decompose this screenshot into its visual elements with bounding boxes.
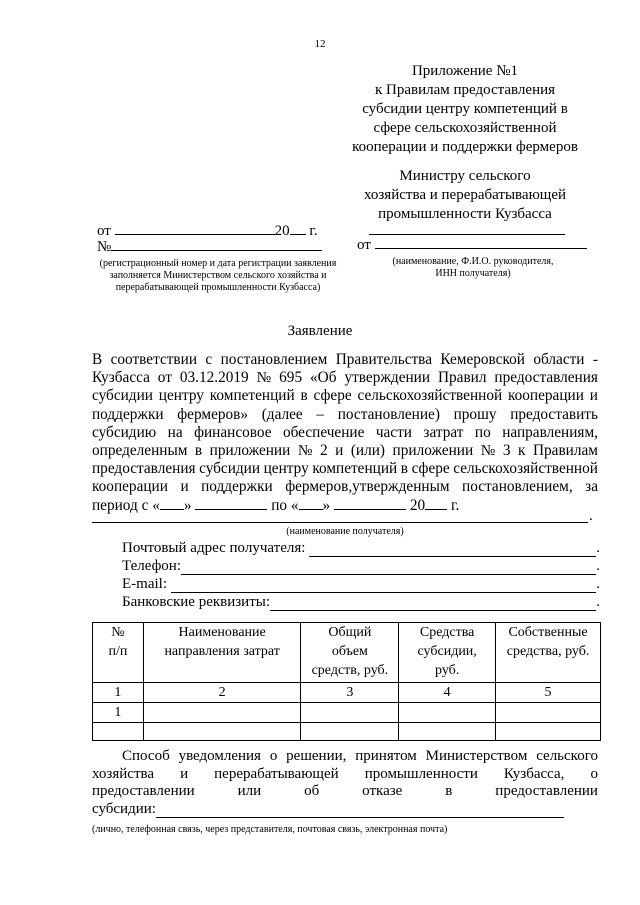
appendix-line: Приложение №1 <box>411 63 519 79</box>
registration-number-line <box>97 238 322 256</box>
table-cell[interactable] <box>399 723 496 741</box>
word: на <box>167 423 183 441</box>
period-year-prefix: 20 <box>409 496 426 514</box>
table-row-empty <box>93 723 601 741</box>
word: перерабатывающей <box>214 765 339 782</box>
email-field[interactable] <box>171 575 596 593</box>
word: с <box>205 351 213 368</box>
word: предоставить <box>510 405 598 423</box>
table-header-row <box>93 623 601 683</box>
word: Правил <box>437 369 487 387</box>
word: соответствии <box>110 351 198 368</box>
header-text: направления затрат <box>164 644 280 659</box>
word: за <box>585 478 598 496</box>
word: об <box>304 783 320 799</box>
email-label: E-mail: <box>122 576 167 592</box>
period-year-suffix: г. <box>450 496 460 514</box>
paragraph-line <box>92 387 598 405</box>
word: поддержки <box>201 478 273 496</box>
header-text: субсидии, <box>417 644 477 659</box>
reg-number-label: № <box>97 239 112 255</box>
period-to-month-field[interactable] <box>334 509 406 510</box>
word: приложении <box>209 442 291 460</box>
word: – <box>316 405 325 423</box>
bank-field[interactable] <box>270 593 596 611</box>
table-cell[interactable] <box>143 723 301 741</box>
word: постановлением, <box>462 478 573 496</box>
word: сфере <box>313 387 352 405</box>
postal-label: Почтовый адрес получателя: <box>122 540 306 556</box>
table-cell[interactable] <box>301 723 399 741</box>
paragraph-line <box>92 424 598 442</box>
period-close-quote: » <box>183 496 192 514</box>
notify-line <box>92 748 598 766</box>
word: обеспечение <box>282 423 365 441</box>
word: 03.12.2019 <box>179 369 249 387</box>
word: прошу <box>453 405 497 423</box>
word: принятом <box>355 748 417 764</box>
word: части <box>375 423 412 441</box>
table-cell[interactable] <box>496 723 601 741</box>
word: Министерством <box>425 748 528 764</box>
table-cell[interactable] <box>399 703 496 723</box>
reg-from-label: от <box>97 223 111 239</box>
word: центру <box>263 460 309 478</box>
phone-field[interactable] <box>181 557 596 575</box>
email-line <box>122 575 600 593</box>
word: и <box>335 442 344 460</box>
word: предоставлении <box>495 783 598 799</box>
appendix-header <box>330 62 600 157</box>
word: № <box>256 369 272 387</box>
word: сельскохозяйственной <box>357 387 503 405</box>
word: от <box>157 369 172 387</box>
word: 3 <box>502 442 511 460</box>
table-cell: 1 <box>93 683 144 703</box>
table-cell: 2 <box>143 683 301 703</box>
appendix-line: субсидии центру компетенций в <box>362 101 568 117</box>
period-from-month-field[interactable] <box>195 509 267 510</box>
word: финансовое <box>194 423 272 441</box>
bank-label: Банковские реквизиты: <box>122 594 271 610</box>
header-text: п/п <box>108 644 128 659</box>
word: области <box>533 351 585 368</box>
appendix-line: сфере сельскохозяйственной <box>373 120 557 136</box>
word: к <box>518 442 526 460</box>
word: приложении <box>392 442 474 460</box>
postal-field[interactable] <box>309 539 596 557</box>
word: постановлением <box>220 351 328 368</box>
word: «Об <box>310 369 337 387</box>
addressee-line: промышленности Кузбасса <box>378 206 552 222</box>
word: о <box>590 765 598 782</box>
word: решении, <box>286 748 347 764</box>
word: компетенций <box>312 460 398 478</box>
word: центру <box>158 387 204 405</box>
table-cell[interactable] <box>301 703 399 723</box>
reg-date-field[interactable] <box>115 234 275 235</box>
word: сфере <box>411 460 450 478</box>
word: Способ <box>122 748 170 764</box>
word: В <box>92 351 103 368</box>
header-text: Наименование <box>178 625 266 640</box>
word: сельского <box>536 748 598 764</box>
word: о <box>269 748 278 764</box>
paragraph-line <box>92 460 598 478</box>
word: кооперации <box>507 387 584 405</box>
word: по <box>474 423 491 441</box>
word: Правительства <box>335 351 432 368</box>
recipient-name-field[interactable] <box>92 522 588 523</box>
word: 695 <box>279 369 303 387</box>
word: субсидии <box>199 460 261 478</box>
sender-note <box>357 256 589 280</box>
header-text: объем <box>331 644 368 659</box>
paragraph-line <box>92 406 598 424</box>
sender-line <box>357 236 587 254</box>
appendix-line: к Правилам предоставления <box>374 82 556 98</box>
header-cell-total <box>301 623 399 683</box>
bank-line <box>122 593 600 611</box>
header-text: Собственные <box>508 625 588 640</box>
dot: . <box>596 594 600 610</box>
header-text: Средства <box>419 625 475 640</box>
addressee <box>330 167 600 224</box>
word: предоставлении <box>92 783 195 799</box>
word: кооперации <box>92 478 168 496</box>
notify-method-field[interactable] <box>156 801 564 819</box>
page-number: 12 <box>314 38 326 50</box>
table-cell: 4 <box>399 683 496 703</box>
word: Кузбасса <box>92 369 150 387</box>
reg-year-prefix: 20 <box>274 223 290 239</box>
recipient-note: (наименование получателя) <box>286 526 404 537</box>
reg-year-suffix: г. <box>309 223 318 239</box>
sender-note-line: (наименование, Ф.И.О. руководителя, <box>392 256 554 267</box>
table-cell[interactable] <box>93 723 144 741</box>
header-cell-direction <box>143 623 301 683</box>
period-from-day-field[interactable] <box>160 509 184 510</box>
word: предоставления <box>494 369 598 387</box>
document-title: Заявление <box>287 323 353 339</box>
registration-note: (регистрационный номер и дата регистрации заявления заполняется Министерством сельского хозяйства и перерабатывающей промышленности Кузбасса) <box>99 258 337 293</box>
reg-number-field[interactable] <box>111 250 322 251</box>
word: в <box>300 387 308 405</box>
postal-line <box>122 539 600 557</box>
table-cell[interactable] <box>496 703 601 723</box>
table-cell: 3 <box>301 683 399 703</box>
paragraph-line <box>92 442 598 460</box>
header-text: Общий <box>328 625 372 640</box>
word: уведомления <box>178 748 261 764</box>
word: постановление) <box>337 405 440 423</box>
phone-label: Телефон: <box>122 558 181 574</box>
addressee-blank-line[interactable] <box>369 234 565 235</box>
recipient-dot: . <box>589 508 593 524</box>
header-cell-subsidy <box>399 623 496 683</box>
word: Правилам <box>532 442 598 460</box>
addressee-line: хозяйства и перерабатывающей <box>363 187 567 203</box>
period-line <box>92 497 598 515</box>
period-close-quote-2: » <box>322 496 331 514</box>
word: 2 <box>319 442 328 460</box>
paragraph-line <box>92 369 598 387</box>
phone-line <box>122 557 600 575</box>
word: № <box>297 442 313 460</box>
header-cell-number <box>93 623 144 683</box>
application-paragraph <box>92 351 598 515</box>
dot: . <box>596 540 600 556</box>
reg-year-field[interactable] <box>290 234 306 235</box>
paragraph-line <box>92 478 598 496</box>
word: (или) <box>350 442 386 460</box>
sender-note-line: ИНН получателя) <box>435 268 511 279</box>
period-prefix: период с « <box>92 496 160 514</box>
period-to-label: по « <box>271 496 299 514</box>
word: в <box>194 442 203 460</box>
header-text: руб. <box>435 663 460 678</box>
word: - <box>592 351 598 368</box>
table-cell: 5 <box>496 683 601 703</box>
notify-subsidy-label: субсидии: <box>92 800 156 817</box>
appendix-line: кооперации и поддержки фермеров <box>352 139 578 155</box>
notify-line <box>92 766 598 784</box>
word: Кузбасса, <box>503 765 565 782</box>
paragraph-line <box>92 351 598 369</box>
cost-table <box>92 622 601 741</box>
sender-from-label: от <box>357 237 371 253</box>
period-year-field[interactable] <box>425 509 447 510</box>
word: промышленности <box>364 765 478 782</box>
word: или <box>237 783 262 799</box>
sender-field[interactable] <box>375 248 587 249</box>
word: предоставления <box>92 460 196 478</box>
word: и <box>180 478 189 496</box>
word: затрат <box>423 423 464 441</box>
addressee-line: Министру сельского <box>399 168 531 184</box>
header-cell-own <box>496 623 601 683</box>
word: компетенций <box>209 387 295 405</box>
word: № <box>480 442 496 460</box>
word: направлениям, <box>502 423 598 441</box>
notification-paragraph <box>92 748 598 818</box>
table-cell[interactable] <box>143 703 301 723</box>
dot: . <box>596 576 600 592</box>
word: субсидию <box>92 423 157 441</box>
word: фермеров» <box>177 405 249 423</box>
word: субсидии <box>92 387 153 405</box>
header-text: № <box>111 625 125 640</box>
dot: . <box>596 558 600 574</box>
word: отказе <box>362 783 403 799</box>
word: (далее <box>261 405 303 423</box>
word: определенным <box>92 442 188 460</box>
table-number-row <box>93 683 601 703</box>
word: и <box>589 387 598 405</box>
word: в <box>445 783 453 799</box>
word: утверждении <box>344 369 431 387</box>
word: фермеров,утвержденным <box>285 478 450 496</box>
table-row <box>93 703 601 723</box>
header-text: средств, руб. <box>311 663 389 678</box>
notify-note: (лично, телефонная связь, через представителя, почтовая связь, электронная почта) <box>92 824 448 835</box>
period-to-day-field[interactable] <box>299 509 323 510</box>
notify-line <box>92 801 598 819</box>
word: и <box>180 765 189 782</box>
word: в <box>400 460 409 478</box>
notify-line <box>92 783 598 801</box>
word: сельскохозяйственной <box>453 460 598 478</box>
word: поддержки <box>92 405 164 423</box>
word: Кемеровской <box>440 351 525 368</box>
word: хозяйства <box>92 765 155 782</box>
header-text: средства, руб. <box>506 644 590 659</box>
table-cell: 1 <box>93 703 144 723</box>
